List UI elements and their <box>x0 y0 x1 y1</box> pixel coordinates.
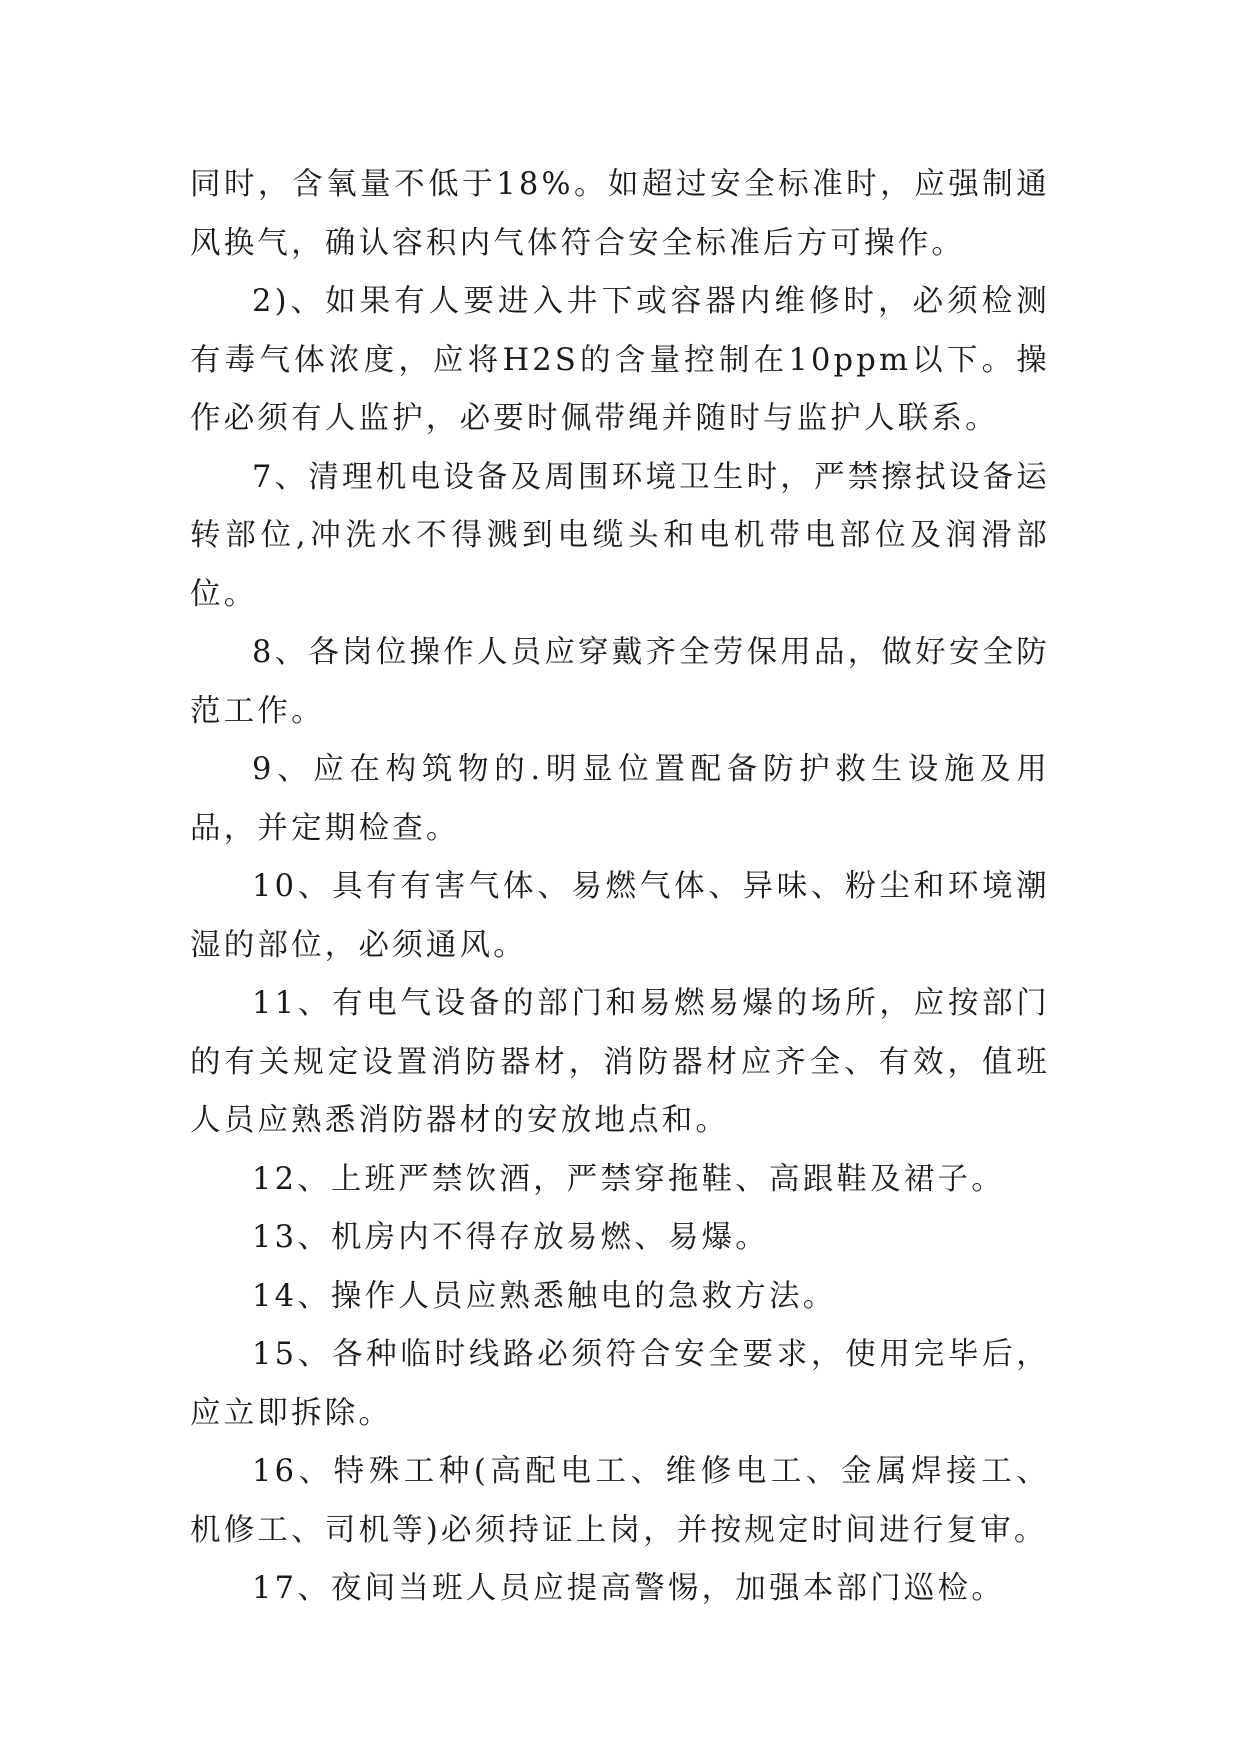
paragraph-item-2-confined-space: 2)、如果有人要进入井下或容器内维修时，必须检测有毒气体浓度，应将H2S的含量控制在10ppm以下。操作必须有人监护，必要时佩带绳并随时与监护人联系。 <box>190 284 1050 436</box>
paragraph-item-13: 13、机房内不得存放易燃、易爆。 <box>252 1220 770 1255</box>
paragraph-item-12: 12、上班严禁饮酒，严禁穿拖鞋、高跟鞋及裙子。 <box>252 1161 1005 1197</box>
paragraph-oxygen-requirement: 同时，含氧量不低于18%。如超过安全标准时，应强制通风换气，确认容积内气体符合安全标准后方可操作。 <box>190 167 1050 261</box>
paragraph-item-8: 8、各岗位操作人员应穿戴齐全劳保用品，做好安全防范工作。 <box>190 635 1050 729</box>
paragraph-item-14: 14、操作人员应熟悉触电的急救方法。 <box>252 1278 837 1314</box>
document-page <box>190 156 1050 1619</box>
paragraph-item-15: 15、各种临时线路必须符合安全要求，使用完毕后，应立即拆除。 <box>190 1337 1050 1431</box>
paragraph-item-9: 9、应在构筑物的.明显位置配备防护救生设施及用品，并定期检查。 <box>190 752 1050 846</box>
paragraph-item-11: 11、有电气设备的部门和易燃易爆的场所，应按部门的有关规定设置消防器材，消防器材应齐全、有效，值班人员应熟悉消防器材的安放地点和。 <box>190 986 1050 1138</box>
paragraph-item-10: 10、具有有害气体、易燃气体、异味、粉尘和环境潮湿的部位，必须通风。 <box>190 869 1050 963</box>
paragraph-item-16: 16、特殊工种(高配电工、维修电工、金属焊接工、机修工、司机等)必须持证上岗，并按规定时间进行复审。 <box>190 1454 1050 1548</box>
paragraph-item-17: 17、夜间当班人员应提高警惕，加强本部门巡检。 <box>252 1571 1005 1606</box>
paragraph-item-7: 7、清理机电设备及周围环境卫生时，严禁擦拭设备运转部位,冲洗水不得溅到电缆头和电机带电部位及润滑部位。 <box>190 459 1050 612</box>
